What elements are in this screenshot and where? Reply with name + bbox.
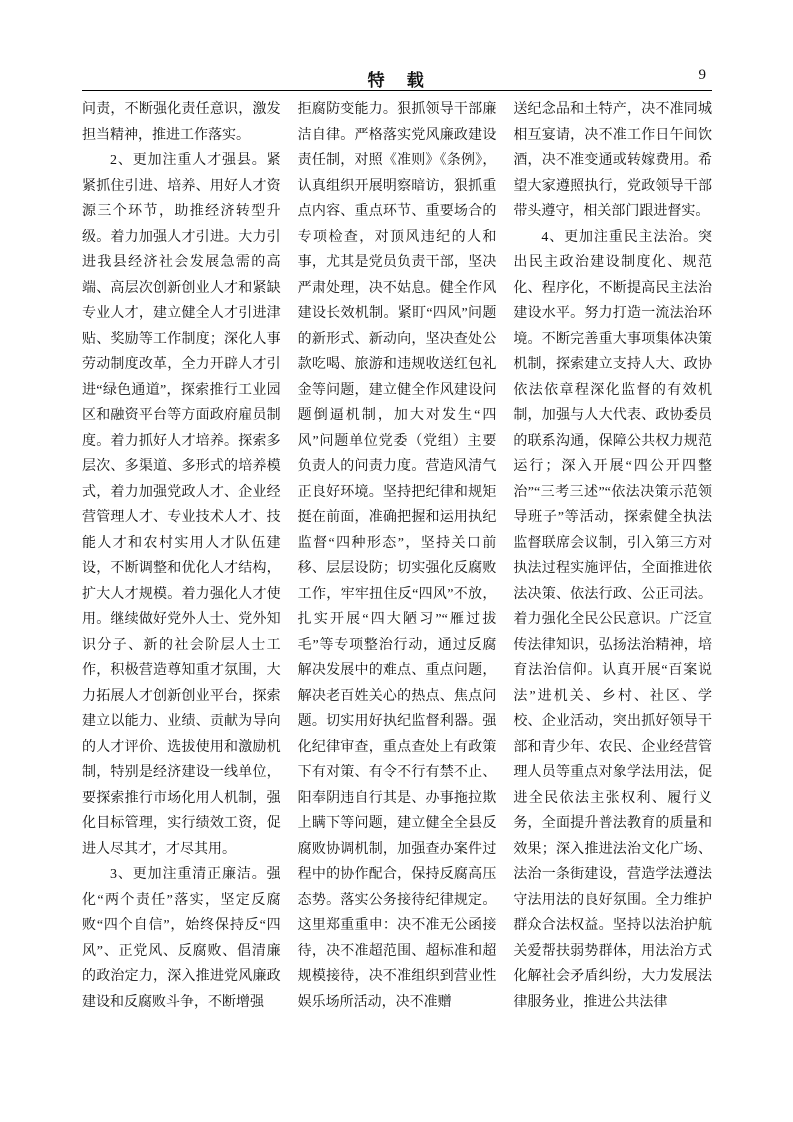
article-columns xyxy=(82,97,712,1047)
paragraph-continuation: 问责，不断强化责任意识，激发担当精神，推进工作落实。 xyxy=(82,102,281,143)
paragraph-integrity: 3、更加注重清正廉洁。强化“两个责任”落实，坚定反腐败“四个自信”，始终保持反“四风”、正党风、反腐败、倡清廉的政治定力，深入推进党风廉政建设和反腐败斗争，不断增强 xyxy=(82,867,281,1010)
paragraph-integrity-end: 送纪念品和土特产，决不准同城相互宴请，决不准工作日午间饮酒，决不准变通或转嫁费用。希望大家遵照执行，党政领导干部带头遵守，相关部门跟进督实。 xyxy=(513,102,713,219)
page-number: 9 xyxy=(698,67,706,83)
paragraph-rule-of-law: 4、更加注重民主法治。突出民主政治建设制度化、规范化、程序化，不断提高民主法治建设水平。努力打造一流法治环境。不断完善重大事项集体决策机制，探索建立支持人大、政协依法依章程深化监督的有效机制，加强与人大代表、政协委员的联系沟通，保障公共权力规范运行；深入开展“四公开四整治”“三考三述”“依法决策示范领导班子”等活动，探索健全执法监督联席会议制，引入第三方对执法过程实施评估，全面推进依法决策、依法行政、公正司法。着力强化全民公民意识。广泛宣传法律知识，弘扬法治精神，培育法治信仰。认真开展“百案说法”进机关、乡村、社区、学校、企业活动，突出抓好领导干部和青少年、农民、企业经营管理人员等重点对象学法用法，促进全民依法主张权利、履行义务，全面提升普法教育的质量和效果；深入推进法治文化广场、法治一条街建设，营造学法遵法守法用法的良好氛围。全力维护群众合法权益。坚持以法治护航关爱帮扶弱势群体，用法治方式化解社会矛盾纠纷，大力发展法律服务业，推进公共法律 xyxy=(513,229,713,1010)
header-title: 特 载 xyxy=(367,71,427,90)
column-left xyxy=(82,97,281,1047)
paragraph-talent: 2、更加注重人才强县。紧紧抓住引进、培养、用好人才资源三个环节，助推经济转型升级。着力加强人才引进。大力引进我县经济社会发展急需的高端、高层次创新创业人才和紧缺专业人才，建立健全人才引进津贴、奖励等工作制度；深化人事劳动制度改革，全力开辟人才引进“绿色通道”，探索推行工业园区和融资平台等方面政府雇员制度。着力抓好人才培养。探索多层次、多渠道、多形式的培养模式，着力加强党政人才、企业经营管理人才、专业技术人才、技能人才和农村实用人才队伍建设，不断调整和优化人才结构，扩大人才规模。着力强化人才使用。继续做好党外人士、党外知识分子、新的社会阶层人士工作，积极营造尊知重才氛围，大力拓展人才创新创业平台，探索建立以能力、业绩、贡献为导向的人才评价、选拔使用和激励机制，特别是经济建设一线单位，要探索推行市场化用人机制，强化目标管理，实行绩效工资，促进人尽其才，才尽其用。 xyxy=(82,153,281,857)
column-middle xyxy=(298,97,497,1047)
page-header xyxy=(82,66,712,88)
column-right xyxy=(513,97,712,1047)
paragraph-integrity-continued: 拒腐防变能力。狠抓领导干部廉洁自律。严格落实党风廉政建设责任制，对照《准则》《条例》，认真组织开展明察暗访，狠抓重点内容、重点环节、重要场合的专项检查，对顶风违纪的人和事，尤其是党员负责干部，坚决严肃处理，决不姑息。健全作风建设长效机制。紧盯“四风”问题的新形式、新动向，坚决查处公款吃喝、旅游和违规收送红包礼金等问题，建立健全作风建设问题倒逼机制，加大对发生“四风”问题单位党委（党组）主要负责人的问责力度。营造风清气正良好环境。坚持把纪律和规矩挺在前面，准确把握和运用执纪监督“四种形态”，坚持关口前移、层层设防；切实强化反腐败工作，牢牢扭住反“四风”不放，扎实开展“四大陋习”“雁过拔毛”等专项整治行动，通过反腐解决发展中的难点、重点问题，解决老百姓关心的热点、焦点问题。切实用好执纪监督利器。强化纪律审查，重点查处上有政策下有对策、有令不行有禁不止、阳奉阴违自行其是、办事拖拉欺上瞒下等问题，建立健全全县反腐败协调机制，加强查办案件过程中的协作配合，保持反腐高压态势。落实公务接待纪律规定。这里郑重重申：决不准无公函接待，决不准超范围、超标准和超规模接待，决不准组织到营业性娱乐场所活动，决不准赠 xyxy=(297,102,497,1010)
header-rule xyxy=(82,90,712,91)
